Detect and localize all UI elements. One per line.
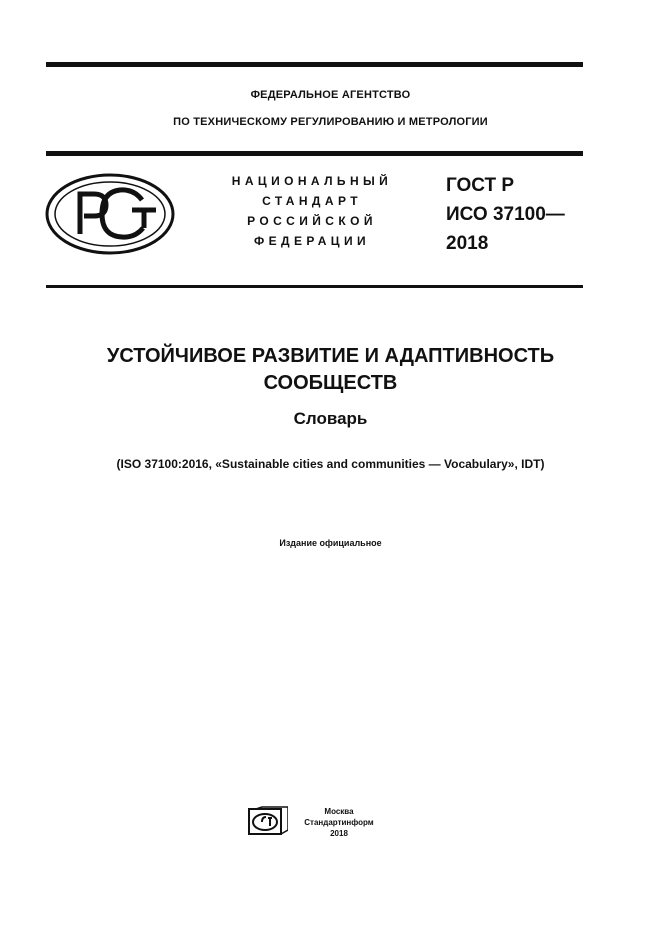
standard-designation: [446, 171, 565, 258]
title-line-2: СООБЩЕСТВ: [263, 372, 398, 394]
title-line-1: УСТОЙЧИВОЕ РАЗВИТИЕ И АДАПТИВНОСТЬ: [106, 345, 555, 367]
top-rule: [46, 62, 583, 67]
standartinform-logo-icon: [248, 806, 288, 836]
national-line-3: РОССИЙСКОЙ: [247, 214, 377, 228]
designation-line-3: 2018: [446, 233, 489, 254]
gost-r-emblem-icon: [44, 172, 176, 256]
document-title: [0, 343, 661, 397]
designation-line-1: ГОСТ Р: [446, 175, 515, 196]
edition-label: Издание официальное: [279, 538, 382, 548]
publisher-city: Москва: [324, 807, 354, 816]
national-line-4: ФЕДЕРАЦИИ: [253, 234, 371, 248]
lower-rule: [46, 285, 583, 288]
national-line-2: СТАНДАРТ: [262, 194, 362, 208]
agency-line-2: ПО ТЕХНИЧЕСКОМУ РЕГУЛИРОВАНИЮ И МЕТРОЛОГИИ: [173, 116, 488, 128]
publisher-year: 2018: [330, 829, 348, 838]
publisher-block: [292, 806, 386, 839]
national-line-1: НАЦИОНАЛЬНЫЙ: [231, 174, 393, 188]
national-standard-label: [222, 171, 402, 251]
source-note: (ISO 37100:2016, «Sustainable cities and communities — Vocabulary», IDT): [116, 457, 545, 471]
upper-rule: [46, 151, 583, 156]
publisher-name: Стандартинформ: [304, 818, 374, 827]
document-subtitle: Словарь: [293, 409, 368, 428]
designation-line-2: ИСО 37100—: [446, 204, 565, 225]
agency-line-1: ФЕДЕРАЛЬНОЕ АГЕНТСТВО: [250, 89, 411, 101]
